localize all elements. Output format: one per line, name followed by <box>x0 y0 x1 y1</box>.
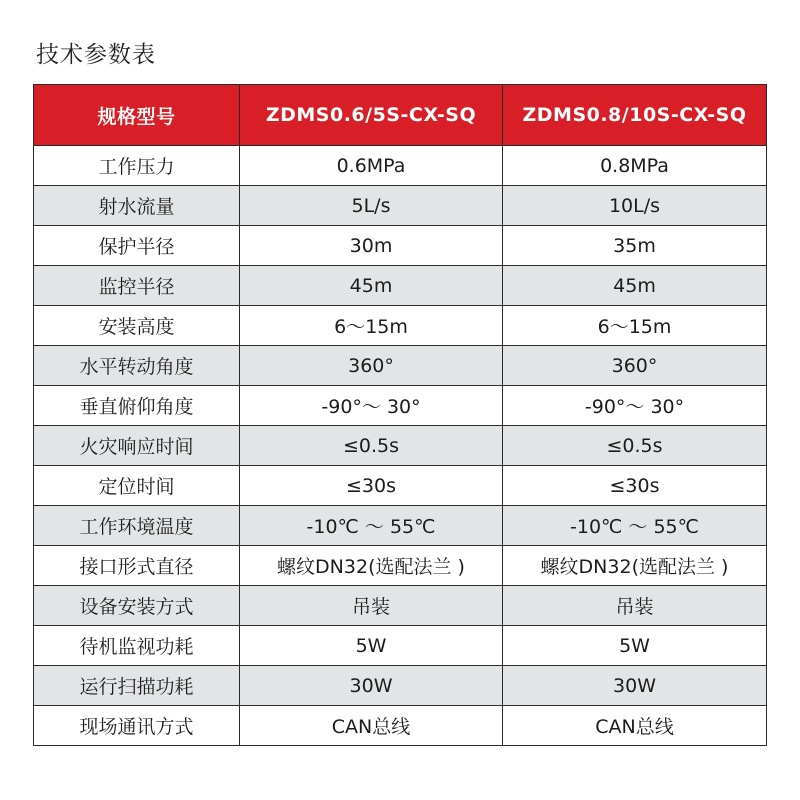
row-label: 水平转动角度 <box>34 346 240 386</box>
row-value-model-1: 吊装 <box>240 586 503 626</box>
row-value-model-2: 360° <box>503 346 767 386</box>
row-value-model-1: -90°～ 30° <box>240 386 503 426</box>
row-value-model-1: 螺纹DN32(选配法兰 ) <box>240 546 503 586</box>
row-value-model-2: 35m <box>503 226 767 266</box>
table-row <box>34 666 767 706</box>
row-value-model-1: ≤0.5s <box>240 426 503 466</box>
row-value-model-2: 螺纹DN32(选配法兰 ) <box>503 546 767 586</box>
row-value-model-2: CAN总线 <box>503 706 767 746</box>
row-value-model-2: -10℃ ～ 55℃ <box>503 506 767 546</box>
row-label: 保护半径 <box>34 226 240 266</box>
table-row <box>34 186 767 226</box>
table-row <box>34 546 767 586</box>
row-value-model-1: CAN总线 <box>240 706 503 746</box>
row-value-model-2: 吊装 <box>503 586 767 626</box>
row-label: 安装高度 <box>34 306 240 346</box>
row-label: 工作环境温度 <box>34 506 240 546</box>
row-label: 运行扫描功耗 <box>34 666 240 706</box>
table-row <box>34 306 767 346</box>
table-header-row <box>34 85 767 146</box>
row-value-model-2: -90°～ 30° <box>503 386 767 426</box>
header-spec-model: 规格型号 <box>34 85 240 146</box>
table-row <box>34 706 767 746</box>
table-row <box>34 626 767 666</box>
table-row <box>34 266 767 306</box>
row-value-model-2: 6～15m <box>503 306 767 346</box>
table-row <box>34 506 767 546</box>
row-value-model-1: 30W <box>240 666 503 706</box>
header-model-2: ZDMS0.8/10S-CX-SQ <box>503 85 767 146</box>
table-row <box>34 466 767 506</box>
row-value-model-1: 30m <box>240 226 503 266</box>
row-label: 监控半径 <box>34 266 240 306</box>
row-value-model-2: 45m <box>503 266 767 306</box>
row-label: 待机监视功耗 <box>34 626 240 666</box>
row-label: 定位时间 <box>34 466 240 506</box>
row-value-model-1: 5L/s <box>240 186 503 226</box>
row-label: 火灾响应时间 <box>34 426 240 466</box>
row-value-model-1: 6～15m <box>240 306 503 346</box>
row-value-model-1: ≤30s <box>240 466 503 506</box>
row-label: 接口形式直径 <box>34 546 240 586</box>
table-row <box>34 586 767 626</box>
row-value-model-1: -10℃ ～ 55℃ <box>240 506 503 546</box>
row-value-model-1: 45m <box>240 266 503 306</box>
row-value-model-1: 5W <box>240 626 503 666</box>
row-label: 设备安装方式 <box>34 586 240 626</box>
row-value-model-2: 10L/s <box>503 186 767 226</box>
header-model-1: ZDMS0.6/5S-CX-SQ <box>240 85 503 146</box>
table-row <box>34 426 767 466</box>
spec-table <box>33 84 767 746</box>
row-label: 垂直俯仰角度 <box>34 386 240 426</box>
row-value-model-2: 5W <box>503 626 767 666</box>
row-value-model-1: 360° <box>240 346 503 386</box>
row-value-model-2: ≤0.5s <box>503 426 767 466</box>
table-row <box>34 346 767 386</box>
table-row <box>34 386 767 426</box>
table-row <box>34 146 767 186</box>
row-label: 工作压力 <box>34 146 240 186</box>
row-label: 现场通讯方式 <box>34 706 240 746</box>
table-row <box>34 226 767 266</box>
row-label: 射水流量 <box>34 186 240 226</box>
row-value-model-2: ≤30s <box>503 466 767 506</box>
row-value-model-1: 0.6MPa <box>240 146 503 186</box>
row-value-model-2: 0.8MPa <box>503 146 767 186</box>
row-value-model-2: 30W <box>503 666 767 706</box>
page-title: 技术参数表 <box>36 42 156 68</box>
